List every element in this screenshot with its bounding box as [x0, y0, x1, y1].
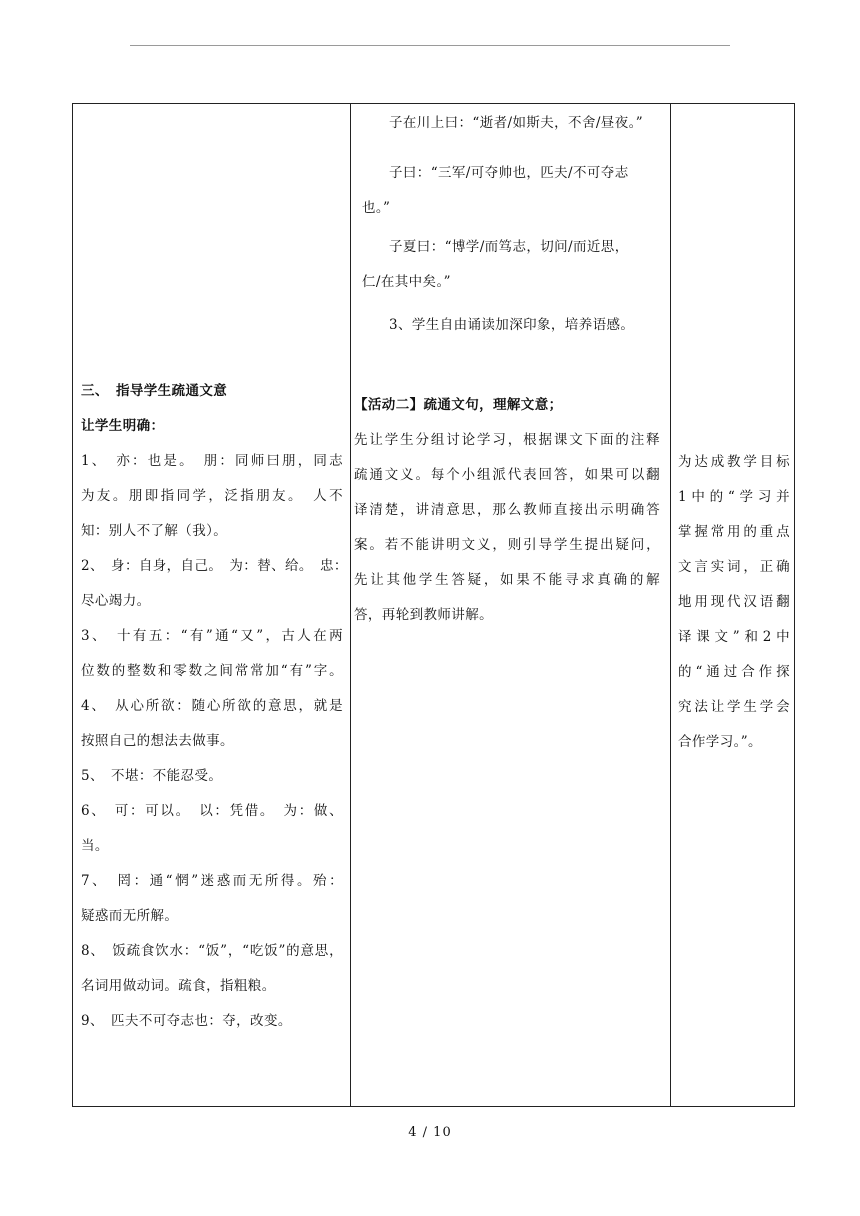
note-line: 位数的整数和零数之间常常加“有”字。	[81, 663, 343, 679]
step-block	[362, 308, 660, 343]
note-line: 3、 十有五：“有”通“又”，古人在两	[81, 628, 343, 644]
note-line: 知：别人不了解（我）。	[81, 523, 228, 539]
quote-block	[362, 156, 660, 226]
activity-line: 先让学生分组讨论学习，根据课文下面的注释	[354, 432, 660, 448]
activity-title: 【活动二】疏通文句，理解文意；	[354, 397, 563, 413]
note-line: 9、 匹夫不可夺志也：夺，改变。	[81, 1013, 292, 1029]
activity-block	[354, 388, 660, 633]
activity-column	[362, 106, 660, 141]
intent-line: 文言实词，正确	[678, 559, 790, 575]
note-line: 当。	[81, 838, 109, 854]
note-line: 名词用做动词。疏食，指粗粮。	[81, 978, 276, 994]
column-divider	[350, 104, 351, 1106]
intent-line: 地用现代汉语翻	[678, 594, 790, 610]
note-line: 7、 罔：通“惘”迷惑而无所得。殆：	[81, 873, 343, 889]
quote-line: 子曰：“三军/可夺帅也，匹夫/不可夺志	[389, 165, 629, 181]
step-line: 3、学生自由诵读加深印象，培养语感。	[389, 317, 635, 333]
intent-column	[678, 445, 790, 760]
note-line: 为友。朋即指同学，泛指朋友。 人不	[81, 488, 343, 504]
lesson-plan-table	[72, 103, 795, 1107]
note-line: 4、 从心所欲：随心所欲的意思，就是	[81, 698, 343, 714]
section-heading: 三、 指导学生疏通文意	[81, 383, 228, 399]
intent-line: 1中的“学习并	[678, 489, 790, 505]
note-line: 尽心竭力。	[81, 593, 151, 609]
page-number: 4 / 10	[408, 1125, 452, 1140]
section-subheading: 让学生明确：	[81, 418, 165, 434]
note-line: 2、 身：自身，自己。 为：替、给。 忠：	[81, 558, 348, 574]
note-line: 按照自己的想法去做事。	[81, 733, 234, 749]
activity-line: 译清楚，讲清意思，那么教师直接出示明确答	[354, 502, 660, 518]
note-line: 1、 亦：也是。 朋：同师曰朋，同志	[81, 453, 343, 469]
intent-line: 究法让学生学会	[678, 699, 790, 715]
quote-line: 也。”	[362, 200, 391, 216]
activity-line: 疏通文义。每个小组派代表回答，如果可以翻	[354, 467, 660, 483]
intent-line: 译课文”和2中	[678, 629, 790, 645]
note-line: 8、 饭疏食饮水：“饭”，“吃饭”的意思，	[81, 943, 343, 959]
header-rule	[130, 45, 730, 46]
activity-line: 案。若不能讲明文义，则引导学生提出疑问，	[354, 537, 660, 553]
note-line: 疑惑而无所解。	[81, 908, 179, 924]
column-divider	[670, 104, 671, 1106]
quote-line: 子夏曰：“博学/而笃志，切问/而近思，	[389, 239, 629, 255]
intent-line: 合作学习。”。	[678, 734, 762, 750]
quote-line: 子在川上曰：“逝者/如斯夫，不舍/昼夜。”	[389, 115, 644, 131]
activity-line: 答，再轮到教师讲解。	[354, 607, 493, 623]
activity-line: 先让其他学生答疑，如果不能寻求真确的解	[354, 572, 660, 588]
note-line: 6、 可：可以。 以：凭借。 为：做、	[81, 803, 343, 819]
quote-block	[362, 230, 660, 300]
note-line: 5、 不堪：不能忍受。	[81, 768, 223, 784]
content-column	[81, 374, 348, 1039]
quote-line: 仁/在其中矣。”	[362, 274, 451, 290]
intent-line: 掌握常用的重点	[678, 524, 790, 540]
intent-line: 的“通过合作探	[678, 664, 790, 680]
intent-line: 为达成教学目标	[678, 454, 790, 470]
